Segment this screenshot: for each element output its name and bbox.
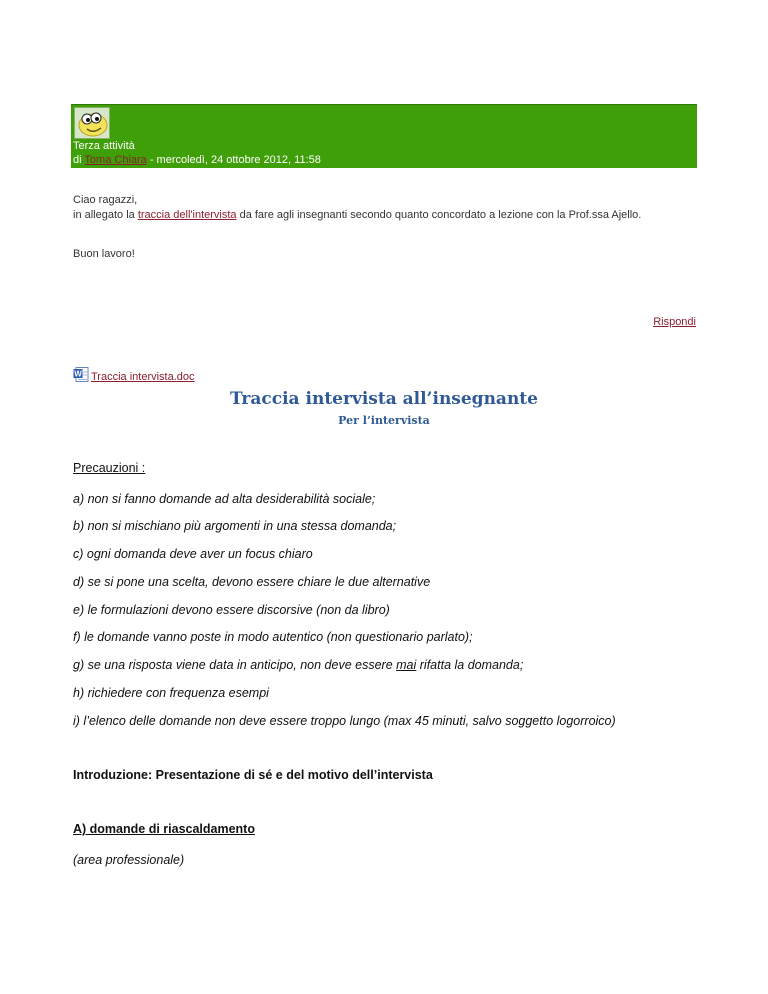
- precaution-f: f) le domande vanno poste in modo autentico (non questionario parlato);: [73, 630, 473, 644]
- precaution-a: a) non si fanno domande ad alta desiderabilità sociale;: [73, 492, 376, 506]
- precaution-b: b) non si mischiano più argomenti in una stessa domanda;: [73, 519, 397, 533]
- precaution-h: h) richiedere con frequenza esempi: [73, 686, 269, 700]
- post-message: [73, 209, 641, 221]
- section-a-note: (area professionale): [73, 853, 185, 867]
- author-link[interactable]: Toma Chiara: [84, 154, 147, 166]
- post-greeting: Ciao ragazzi,: [73, 194, 138, 206]
- precaution-g-text-before: g) se una risposta viene data in anticipo, non deve essere: [73, 658, 397, 672]
- precaution-e: e) le formulazioni devono essere discorsive (non da libro): [73, 603, 390, 617]
- precaution-c: c) ogni domanda deve aver un focus chiaro: [73, 547, 313, 561]
- document-subtitle: Per l’intervista: [338, 414, 430, 427]
- post-date: - mercoledì, 24 ottobre 2012, 11:58: [146, 154, 321, 166]
- message-text-after: da fare agli insegnanti secondo quanto concordato a lezione con la Prof.ssa Ajello.: [236, 209, 642, 221]
- word-document-icon: [73, 367, 89, 382]
- traccia-link[interactable]: traccia dell'intervista: [137, 209, 237, 221]
- message-text-before: in allegato la: [73, 209, 138, 221]
- introduction-heading: Introduzione: Presentazione di sé e del motivo dell’intervista: [73, 768, 433, 782]
- attachment-link[interactable]: Traccia intervista.doc: [91, 371, 195, 383]
- document-title: Traccia intervista all’insegnante: [230, 389, 538, 409]
- post-closing: Buon lavoro!: [73, 248, 135, 260]
- precaution-g: [73, 658, 523, 672]
- svg-text:W: W: [74, 369, 82, 379]
- section-a-heading: A) domande di riascaldamento: [73, 822, 255, 836]
- precaution-i: i) l’elenco delle domande non deve essere troppo lungo (max 45 minuti, salvo soggetto logorroico): [73, 714, 616, 728]
- byline-prefix: di: [73, 154, 85, 166]
- reply-link[interactable]: Rispondi: [653, 316, 696, 328]
- precaution-g-underlined: mai: [396, 658, 417, 672]
- attachment[interactable]: [73, 367, 195, 384]
- smiley-avatar-icon: [75, 108, 109, 138]
- precaution-g-text-after: rifatta la domanda;: [416, 658, 524, 672]
- post-header: [71, 104, 697, 168]
- user-avatar[interactable]: [74, 107, 110, 139]
- post-byline: [73, 154, 321, 166]
- post-subject: Terza attività: [73, 140, 135, 152]
- precautions-heading: Precauzioni :: [73, 461, 146, 475]
- precaution-d: d) se si pone una scelta, devono essere chiare le due alternative: [73, 575, 431, 589]
